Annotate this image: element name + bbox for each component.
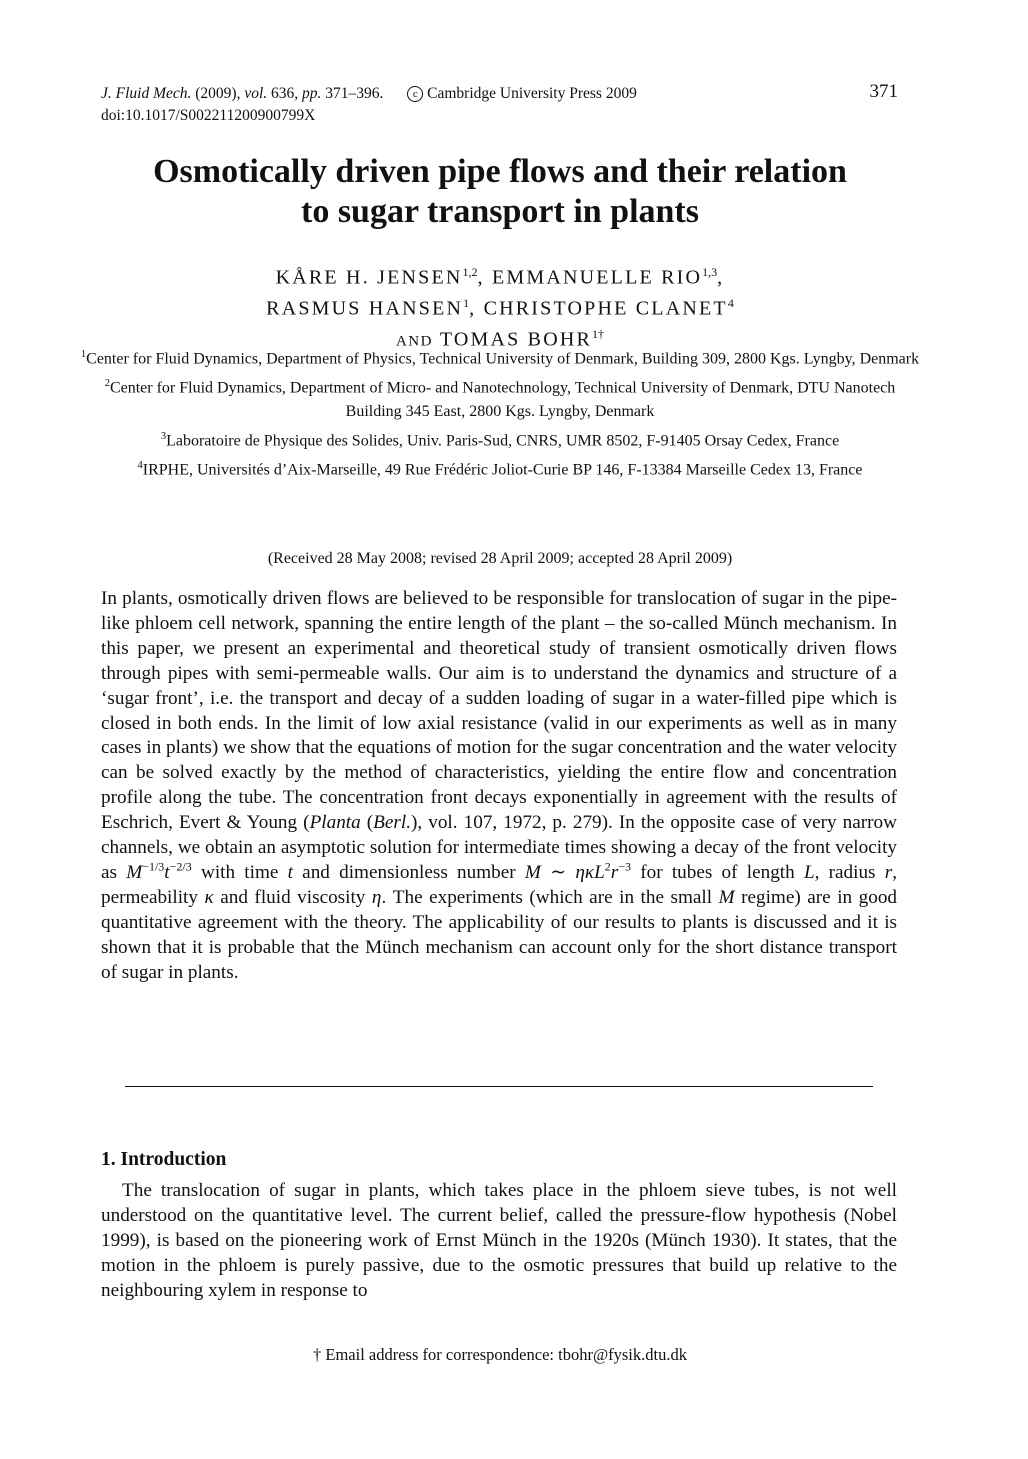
affiliation-list xyxy=(80,343,920,484)
copyright-text: Cambridge University Press 2009 xyxy=(427,85,637,102)
authors-line-1 xyxy=(60,260,940,291)
journal-year: (2009), xyxy=(195,85,241,102)
affiliation-number: 2 xyxy=(104,378,110,390)
section-title: Introduction xyxy=(120,1149,227,1170)
author-affil-sup: 1,3 xyxy=(702,265,718,279)
received-dates: (Received 28 May 2008; revised 28 April 2009; accepted 28 April 2009) xyxy=(267,550,733,567)
author-affil-sup: 1,2 xyxy=(462,265,478,279)
section-number: 1. xyxy=(101,1149,116,1170)
copyright-notice xyxy=(407,85,637,102)
dagger-icon: † xyxy=(598,327,605,342)
author-list xyxy=(60,260,940,355)
footnote-text: Email address for correspondence: tbohr@fysik.dtu.dk xyxy=(325,1345,687,1364)
abstract-divider xyxy=(125,1086,873,1087)
author-name: CHRISTOPHE CLANET xyxy=(483,297,728,320)
affiliation-text: IRPHE, Universités d’Aix-Marseille, 49 Rue Frédéric Joliot-Curie BP 146, F-13384 Marseille Cedex 13, France xyxy=(142,461,863,479)
authors-line-2 xyxy=(60,291,940,322)
page-number: 371 xyxy=(869,81,898,102)
affiliation xyxy=(80,372,920,423)
author-separator: , xyxy=(469,297,484,320)
correspondence-footnote xyxy=(60,1345,940,1365)
doi: doi:10.1017/S002211200900799X xyxy=(101,107,316,124)
author-affil-sup: 4 xyxy=(727,296,734,311)
pages-label: pp. xyxy=(302,85,322,102)
author-name: KÅRE H. JENSEN xyxy=(275,266,463,289)
author-affil-sup: 1† xyxy=(592,327,605,342)
author-conjunction: AND xyxy=(395,333,433,350)
affiliation-number: 4 xyxy=(137,460,143,472)
author-separator: , xyxy=(477,266,492,289)
volume-label: vol. xyxy=(244,85,268,102)
affiliation xyxy=(80,343,920,371)
copyright-icon: c xyxy=(407,86,423,102)
author-separator: , xyxy=(717,266,725,289)
abstract: In plants, osmotically driven flows are believed to be responsible for translocation of sugar in the pipe-like phloem cell network, spanning the entire length of the plant – the so-called Münch mechanism. In this paper, we present an experimental and theoretical study of transient osmotically driven flows through pipes with semi-permeable walls. Our aim is to understand the dynamics and structure of a ‘sugar front’, i.e. the transport and decay of a sudden loading of sugar in a water-filled pipe which is closed in both ends. In the limit of low axial resistance (valid in our experiments as well as in many cases in plants) we show that the equations of motion for the sugar concentration and the water velocity can be solved exactly by the method of characteristics, yielding the entire flow and concentration profile along the tube. The concentration front decays exponentially in agreement with the results of Eschrich, Evert & Young (Planta (Berl.), vol. 107, 1972, p. 279). In the opposite case of very narrow channels, we obtain an asymptotic solution for intermediate times showing a decay of the front velocity as $M^{-1/3}t^{-2/3}$ with time t and dimensionless number M ∼ $\eta\kappa L^2r^{-3}$ for tubes of length L, radius r, permeability κ and fluid viscosity η. The experiments (which are in the small M regime) are in good quantitative agreement with the theory. The applicability of our results to plants is discussed and it is shown that it is probable that the Münch mechanism can account only for the short distance transport of sugar in plants. xyxy=(101,588,898,983)
introduction-paragraph: The translocation of sugar in plants, which takes place in the phloem sieve tubes, is not well understood on the quantitative level. The current belief, called the pressure-flow hypothesis (Nobel 1999), is based on the pioneering work of Ernst Münch in the 1920s (Münch 1930). It states, that the motion in the phloem is purely passive, due to the osmotic pressures that build up relative to the neighbouring xylem in response to xyxy=(101,1180,897,1301)
affiliation-text: Laboratoire de Physique des Solides, Univ. Paris-Sud, CNRS, UMR 8502, F-91405 Orsay Cedex, France xyxy=(166,432,840,450)
author-name: EMMANUELLE RIO xyxy=(491,266,703,289)
author-name: RASMUS HANSEN xyxy=(266,297,464,320)
section-heading xyxy=(101,1149,226,1171)
affiliation-number: 3 xyxy=(160,431,167,443)
affiliation xyxy=(80,454,920,482)
title-line-1: Osmotically driven pipe flows and their relation xyxy=(153,153,847,190)
journal-name: J. Fluid Mech. xyxy=(101,85,192,102)
affiliation xyxy=(80,425,920,453)
volume-number: 636, xyxy=(271,85,299,102)
dagger-icon: † xyxy=(313,1345,322,1364)
page-range: 371–396. xyxy=(325,85,384,102)
author-affil-sup: 1 xyxy=(463,296,470,311)
title-line-2: to sugar transport in plants xyxy=(301,193,699,230)
author-name: TOMAS BOHR xyxy=(439,328,593,351)
affiliation-text: Center for Fluid Dynamics, Department of Physics, Technical University of Denmark, Building 309, 2800 Kgs. Lyngby, Denmark xyxy=(86,350,920,368)
affiliation-text: Center for Fluid Dynamics, Department of Micro- and Nanotechnology, Technical University of Denmark, DTU Nanotech Building 345 East, 2800 Kgs. Lyngby, Denmark xyxy=(109,379,896,421)
affiliation-number: 1 xyxy=(80,349,87,360)
journal-citation xyxy=(101,84,637,104)
paper-title xyxy=(60,152,940,232)
